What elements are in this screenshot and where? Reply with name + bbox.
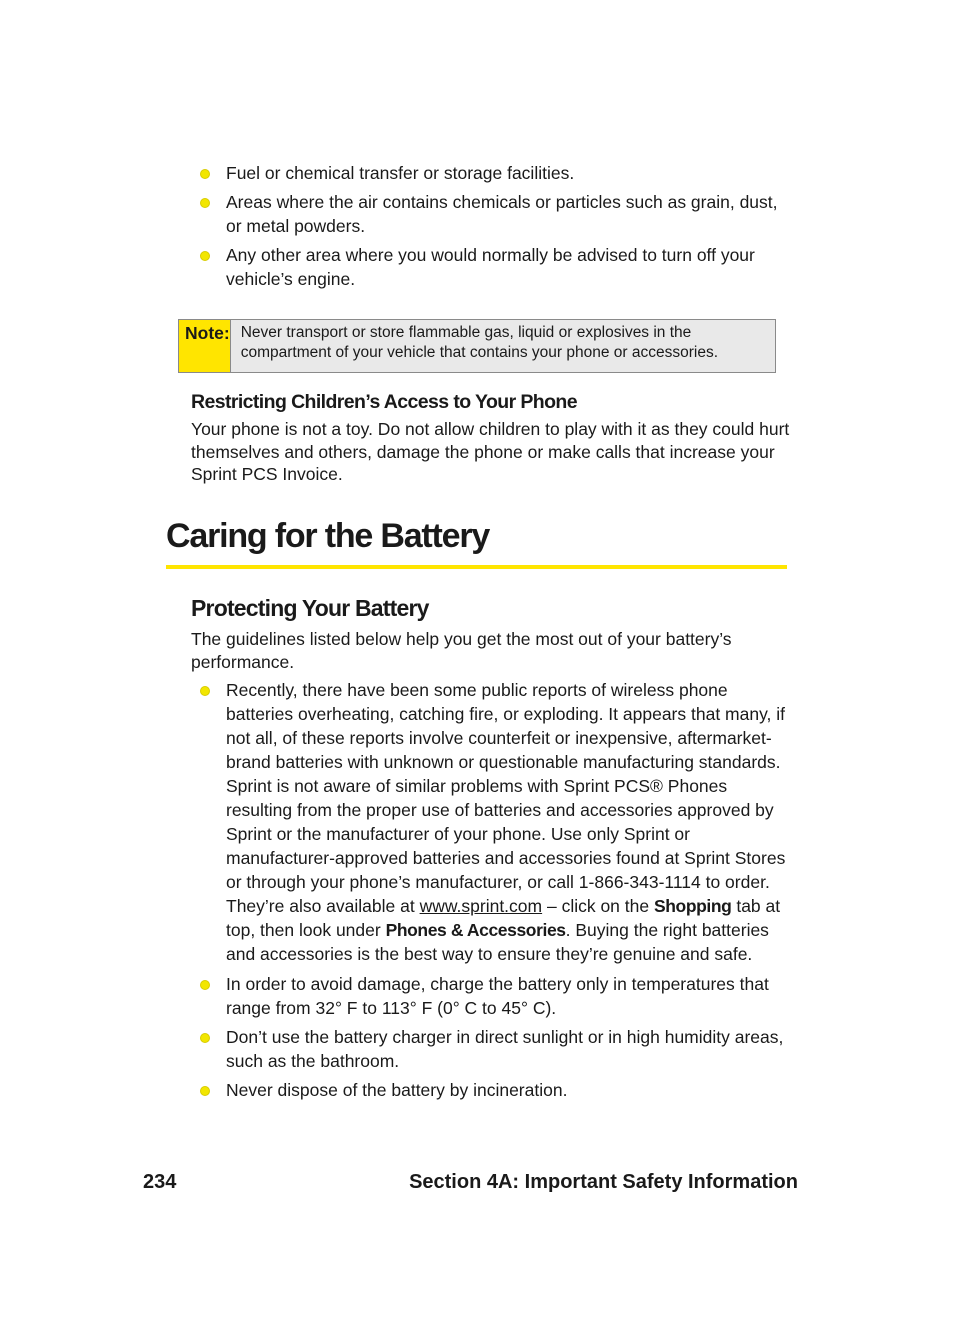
list-item: [196, 161, 792, 185]
shopping-bold-text: Shopping: [653, 896, 732, 916]
battery-intro-paragraph: The guidelines listed below help you get the most out of your battery’s performance.: [191, 629, 732, 672]
list-item: [196, 972, 792, 1020]
battery-bullet-list: [196, 678, 792, 1102]
bullet-icon: [200, 1033, 210, 1043]
bullet-icon: [200, 169, 210, 179]
bullet-icon: [200, 686, 210, 696]
bullet-icon: [200, 198, 210, 208]
children-paragraph: Your phone is not a toy. Do not allow children to play with it as they could hurt themselves and others, damage the phone or make calls that increase your Sprint PCS Invoice.: [191, 419, 790, 484]
note-box: [178, 319, 776, 373]
list-item: [196, 1078, 792, 1102]
note-text: Never transport or store flammable gas, liquid or explosives in the compartment of your vehicle that contains your phone or accessories.: [240, 324, 719, 361]
section-heading-children: Restricting Children’s Access to Your Phone: [191, 391, 577, 413]
title-underline: [166, 565, 787, 569]
footer-section-title: Section 4A: Important Safety Information: [409, 1171, 798, 1193]
sprint-website-link[interactable]: www.sprint.com: [419, 896, 543, 916]
text-run: Recently, there have been some public reports of wireless phone batteries overheating, catching fire, or exploding. It appears that many, if not all, of these reports involve counterfeit or inexpensive, aftermarket-brand batteries with unknown or questionable manufacturing standards. Sprint is not aware of similar problems with Sprint PCS® Phones resulting from the proper use of batteries and accessories approved by Sprint or the manufacturer of your phone. Use only Sprint or manufacturer-approved batteries and accessories found at Sprint Stores or through your phone’s manufacturer, or call 1-866-343-1114 to order. They’re also available at: [226, 680, 786, 916]
text-run: . Buying the right batteries and accessories is the best way to ensure they’re genuine and safe.: [226, 920, 769, 964]
list-item-text: In order to avoid damage, charge the battery only in temperatures that range from 32° F to 113° F (0° C to 45° C).: [226, 974, 769, 1018]
page-number: 234: [143, 1171, 177, 1193]
list-item-text: Any other area where you would normally be advised to turn off your vehicle’s engine.: [226, 245, 755, 289]
bullet-icon: [200, 251, 210, 261]
bullet-icon: [200, 1086, 210, 1096]
list-item: [196, 243, 792, 291]
list-item: [196, 1025, 792, 1073]
note-label: Note:: [179, 320, 231, 372]
list-item: [196, 190, 792, 238]
section-heading-battery: Protecting Your Battery: [191, 595, 429, 621]
hazard-bullet-list: [196, 161, 792, 291]
list-item-text: Fuel or chemical transfer or storage facilities.: [226, 163, 575, 183]
list-item: [196, 678, 792, 966]
list-item-text: Never dispose of the battery by incineration.: [226, 1080, 568, 1100]
list-item-text: Areas where the air contains chemicals or particles such as grain, dust, or metal powders.: [226, 192, 778, 236]
list-item-text: Don’t use the battery charger in direct sunlight or in high humidity areas, such as the bathroom.: [226, 1027, 784, 1071]
text-run: – click on the: [542, 896, 654, 916]
text-run: tab at top, then look under: [226, 896, 781, 940]
phones-accessories-bold-text: Phones & Accessories: [385, 920, 566, 940]
bullet-icon: [200, 980, 210, 990]
page-title: Caring for the Battery: [166, 517, 490, 555]
list-item-text: [226, 680, 785, 964]
